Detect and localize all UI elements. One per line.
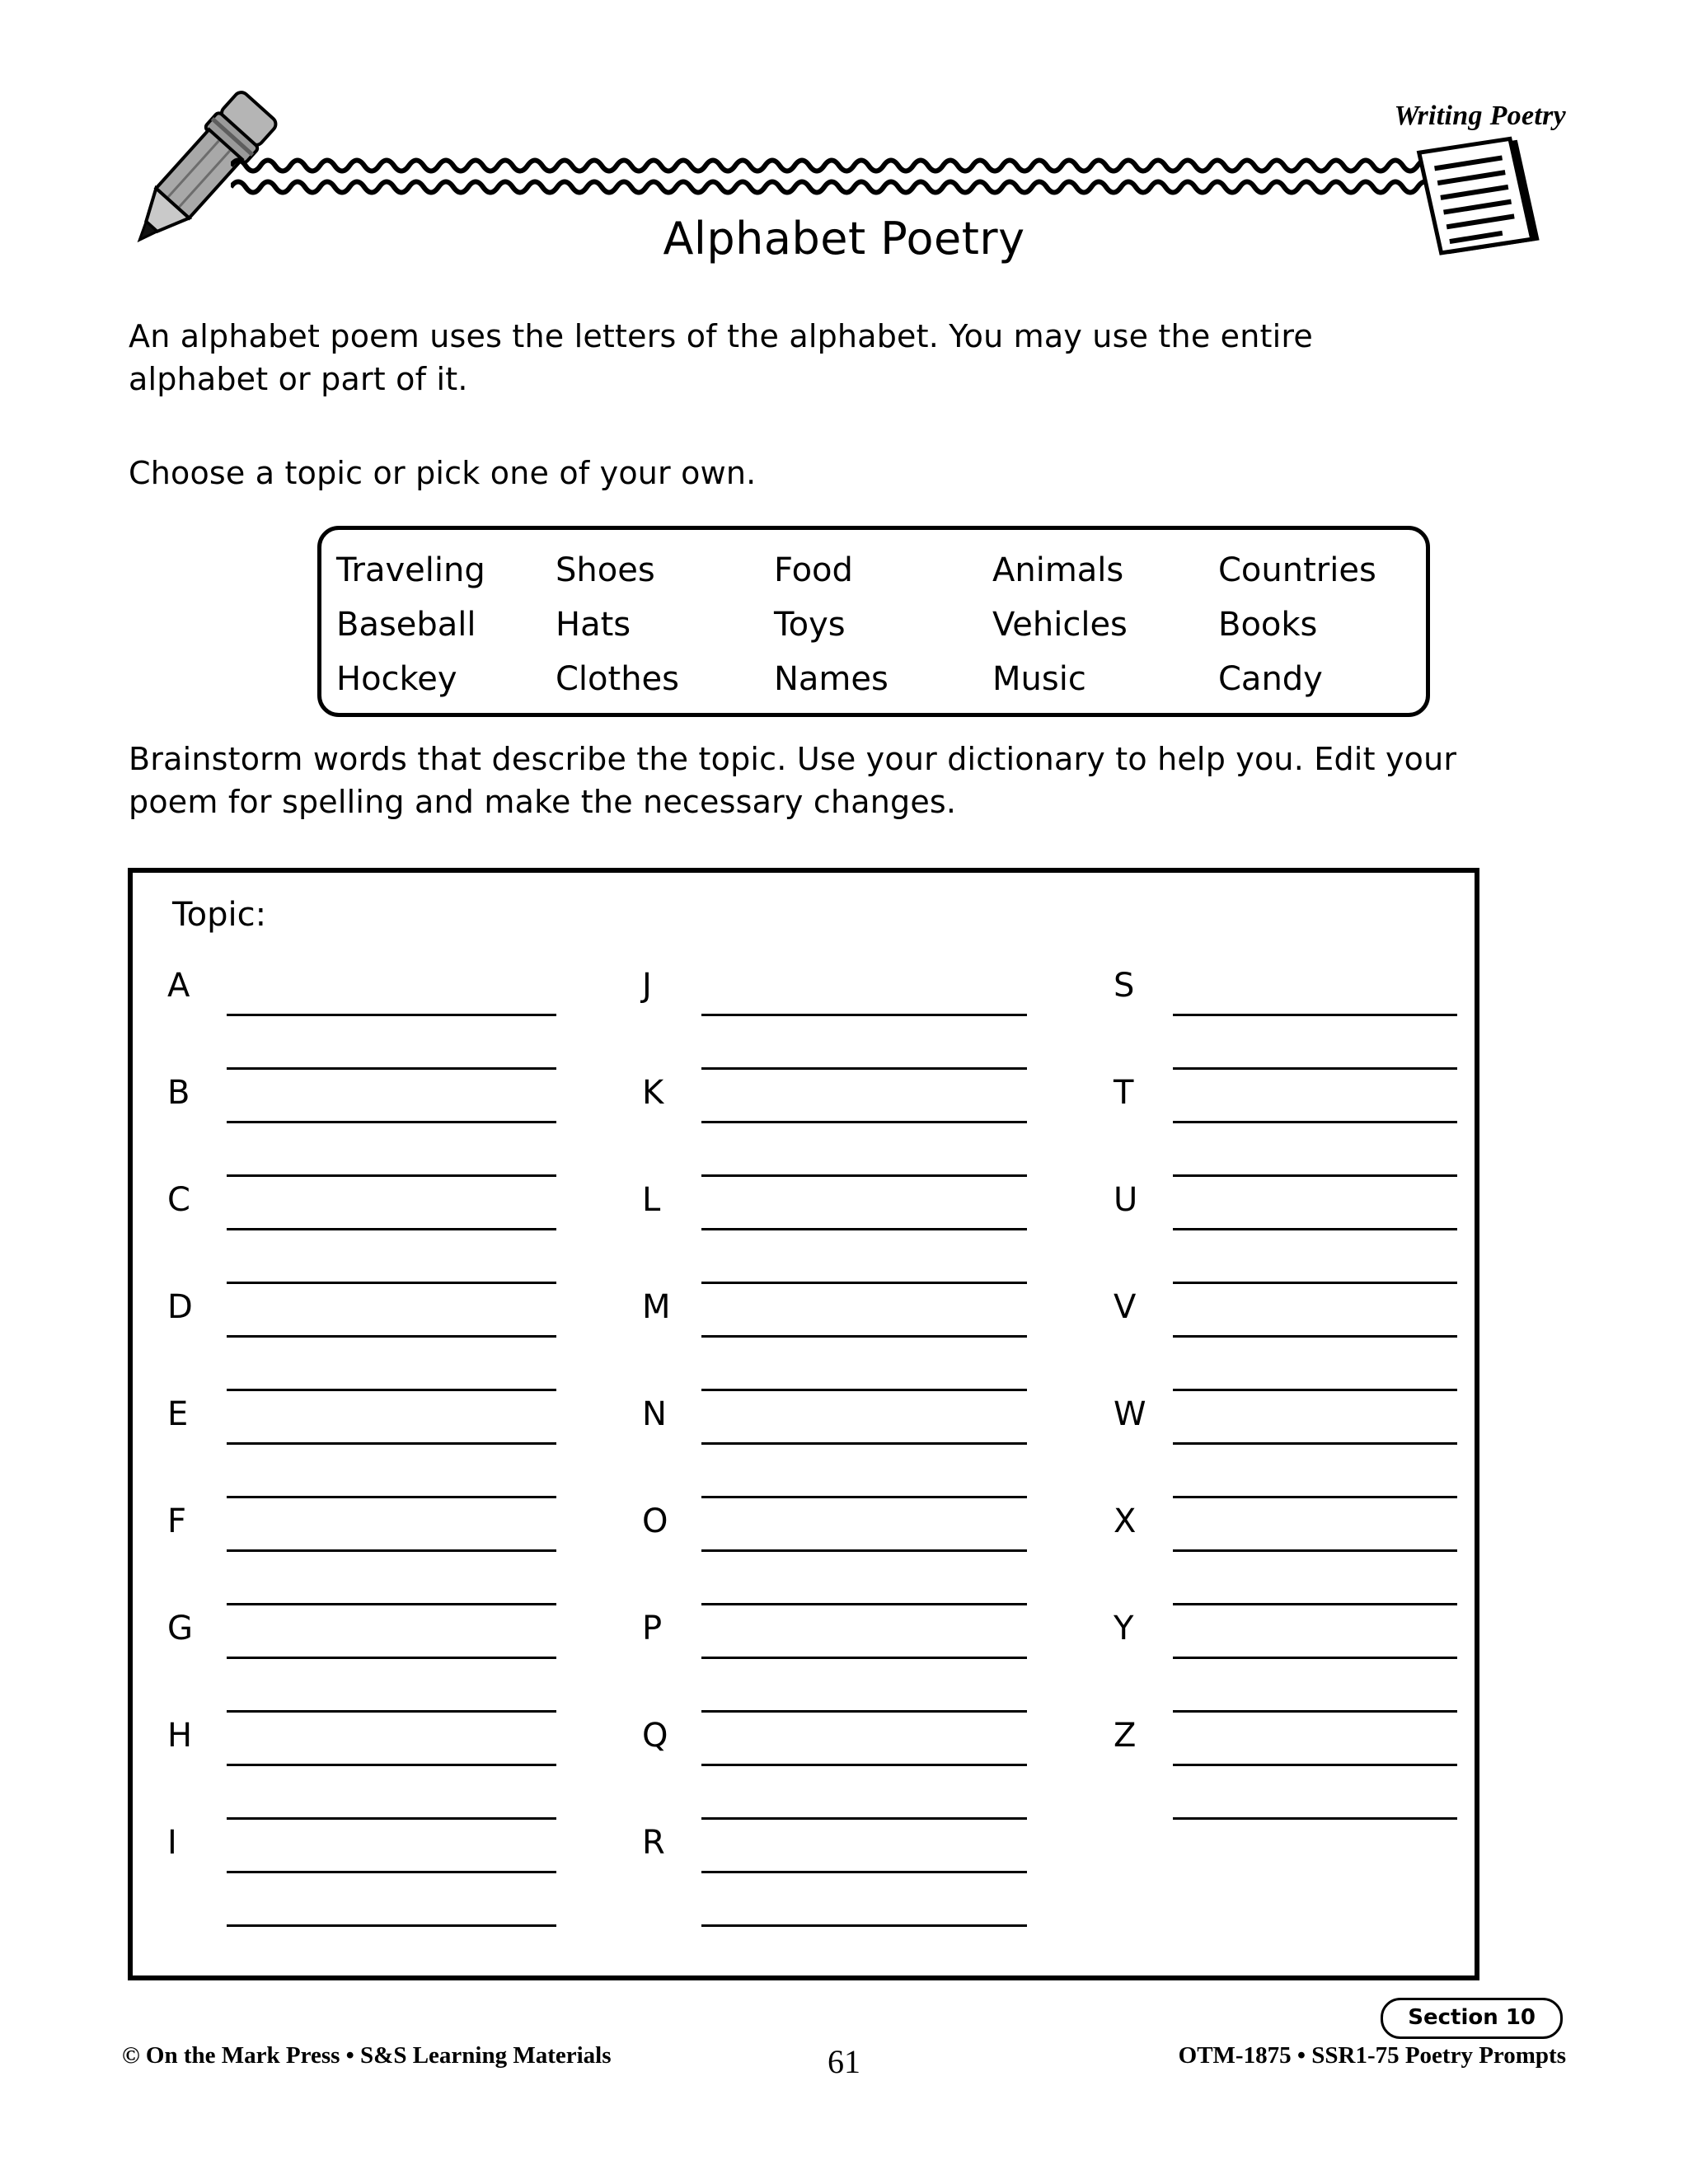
alphabet-entry (1114, 1718, 1542, 1825)
write-on-line[interactable] (701, 1603, 1027, 1605)
write-on-line[interactable] (227, 1764, 556, 1766)
write-on-line[interactable] (1173, 1174, 1457, 1177)
alphabet-column-1 (167, 968, 596, 1932)
section-badge: Section 10 (1381, 1998, 1563, 2039)
alphabet-letter-label: U (1114, 1181, 1138, 1219)
alphabet-column-2 (642, 968, 1071, 1932)
write-on-line[interactable] (701, 1389, 1027, 1391)
write-on-line[interactable] (227, 1710, 556, 1713)
topic-option[interactable]: Countries (1218, 551, 1376, 589)
write-on-line[interactable] (701, 1335, 1027, 1338)
alphabet-letter-label: K (642, 1074, 664, 1112)
write-on-line[interactable] (227, 1924, 556, 1927)
write-on-line[interactable] (701, 1067, 1027, 1070)
alphabet-entry (167, 1396, 596, 1503)
write-on-line[interactable] (227, 1817, 556, 1820)
alphabet-letter-label: C (167, 1181, 190, 1219)
alphabet-letter-label: N (642, 1395, 667, 1433)
topic-option[interactable]: Shoes (556, 551, 655, 589)
alphabet-letter-label: E (167, 1395, 189, 1433)
alphabet-letter-label: F (167, 1502, 187, 1540)
topic-option[interactable]: Clothes (556, 660, 679, 698)
write-on-line[interactable] (1173, 1067, 1457, 1070)
alphabet-entry (1114, 1503, 1542, 1610)
topic-option[interactable]: Baseball (336, 606, 476, 644)
topic-option[interactable]: Traveling (336, 551, 485, 589)
alphabet-letter-label: W (1114, 1395, 1146, 1433)
alphabet-column-3 (1114, 968, 1542, 1825)
write-on-line[interactable] (227, 1121, 556, 1123)
write-on-line[interactable] (701, 1496, 1027, 1498)
topic-option[interactable]: Books (1218, 606, 1318, 644)
alphabet-entry (1114, 1075, 1542, 1182)
write-on-line[interactable] (1173, 1389, 1457, 1391)
alphabet-columns (133, 873, 1475, 1975)
alphabet-letter-label: X (1114, 1502, 1137, 1540)
write-on-line[interactable] (227, 1496, 556, 1498)
alphabet-entry (167, 1182, 596, 1289)
write-on-line[interactable] (701, 1549, 1027, 1552)
write-on-line[interactable] (701, 1174, 1027, 1177)
alphabet-letter-label: I (167, 1824, 177, 1862)
write-on-line[interactable] (227, 1228, 556, 1230)
alphabet-entry (642, 968, 1071, 1075)
write-on-line[interactable] (227, 1871, 556, 1873)
alphabet-entry (167, 1718, 596, 1825)
write-on-line[interactable] (1173, 1335, 1457, 1338)
write-on-line[interactable] (1173, 1764, 1457, 1766)
alphabet-entry (167, 1825, 596, 1932)
alphabet-entry (642, 1825, 1071, 1932)
topic-field-label: Topic: (172, 896, 267, 934)
alphabet-letter-label: S (1114, 967, 1135, 1005)
write-on-line[interactable] (1173, 1496, 1457, 1498)
write-on-line[interactable] (227, 1335, 556, 1338)
topic-option[interactable]: Music (992, 660, 1086, 698)
topic-option[interactable]: Toys (774, 606, 846, 644)
wavy-divider-icon (231, 152, 1426, 202)
write-on-line[interactable] (701, 1282, 1027, 1284)
alphabet-letter-label: T (1114, 1074, 1134, 1112)
choose-topic-paragraph: Choose a topic or pick one of your own. (129, 455, 757, 491)
topic-option[interactable]: Hats (556, 606, 631, 644)
alphabet-entry (642, 1075, 1071, 1182)
write-on-line[interactable] (227, 1174, 556, 1177)
alphabet-entry (642, 1289, 1071, 1396)
alphabet-letter-label: Y (1114, 1610, 1134, 1647)
page-header (0, 0, 1688, 297)
write-on-line[interactable] (701, 1121, 1027, 1123)
alphabet-entry (642, 1182, 1071, 1289)
write-on-line[interactable] (701, 1228, 1027, 1230)
write-on-line[interactable] (701, 1817, 1027, 1820)
alphabet-entry (167, 1610, 596, 1718)
alphabet-entry (1114, 1289, 1542, 1396)
write-on-line[interactable] (701, 1657, 1027, 1659)
alphabet-entry (1114, 968, 1542, 1075)
write-on-line[interactable] (227, 1389, 556, 1391)
alphabet-entry (642, 1718, 1071, 1825)
write-on-line[interactable] (1173, 1603, 1457, 1605)
alphabet-entry (1114, 1182, 1542, 1289)
alphabet-entry (642, 1396, 1071, 1503)
footer-copyright: © On the Mark Press • S&S Learning Materials (122, 2042, 612, 2069)
banner-label: Writing Poetry (1394, 101, 1566, 131)
write-on-line[interactable] (1173, 1710, 1457, 1713)
topic-options-box (317, 526, 1430, 717)
alphabet-entry (642, 1503, 1071, 1610)
page-title: Alphabet Poetry (663, 213, 1025, 265)
alphabet-entry (167, 968, 596, 1075)
topic-option[interactable]: Vehicles (992, 606, 1128, 644)
write-on-line[interactable] (227, 1282, 556, 1284)
write-on-line[interactable] (1173, 1014, 1457, 1016)
write-on-line[interactable] (1173, 1282, 1457, 1284)
write-on-line[interactable] (1173, 1228, 1457, 1230)
alphabet-letter-label: G (167, 1610, 193, 1647)
alphabet-letter-label: A (167, 967, 190, 1005)
alphabet-letter-label: Z (1114, 1717, 1137, 1755)
write-on-line[interactable] (227, 1442, 556, 1445)
brainstorm-paragraph: Brainstorm words that describe the topic. Use your dictionary to help you. Edit your poem for spelling and make the necessary changes. (129, 741, 1457, 821)
write-on-line[interactable] (701, 1871, 1027, 1873)
alphabet-letter-label: D (167, 1288, 193, 1326)
write-on-line[interactable] (227, 1549, 556, 1552)
topic-options-grid (336, 543, 1416, 706)
footer-product-code: OTM-1875 • SSR1-75 Poetry Prompts (1178, 2042, 1566, 2069)
alphabet-letter-label: Q (642, 1717, 668, 1755)
alphabet-letter-label: J (642, 967, 652, 1005)
topic-option[interactable]: Animals (992, 551, 1124, 589)
write-on-line[interactable] (227, 1014, 556, 1016)
alphabet-letter-label: L (642, 1181, 661, 1219)
alphabet-entry (167, 1503, 596, 1610)
alphabet-letter-label: V (1114, 1288, 1137, 1326)
alphabet-letter-label: R (642, 1824, 665, 1862)
footer-page-number: 61 (828, 2043, 860, 2080)
write-on-line[interactable] (701, 1764, 1027, 1766)
write-on-line[interactable] (1173, 1442, 1457, 1445)
topic-option[interactable]: Food (774, 551, 853, 589)
alphabet-entry (167, 1289, 596, 1396)
write-on-line[interactable] (1173, 1817, 1457, 1820)
alphabet-entry (1114, 1396, 1542, 1503)
alphabet-letter-label: O (642, 1502, 668, 1540)
write-on-line[interactable] (1173, 1121, 1457, 1123)
write-on-line[interactable] (1173, 1549, 1457, 1552)
alphabet-entry (642, 1610, 1071, 1718)
write-on-line[interactable] (701, 1014, 1027, 1016)
topic-option[interactable]: Names (774, 660, 889, 698)
write-on-line[interactable] (701, 1442, 1027, 1445)
alphabet-letter-label: H (167, 1717, 193, 1755)
topic-option[interactable]: Hockey (336, 660, 457, 698)
alphabet-letter-label: P (642, 1610, 663, 1647)
alphabet-letter-label: B (167, 1074, 190, 1112)
write-on-line[interactable] (227, 1657, 556, 1659)
write-on-line[interactable] (227, 1603, 556, 1605)
alphabet-letter-label: M (642, 1288, 671, 1326)
intro-paragraph: An alphabet poem uses the letters of the alphabet. You may use the entire alphabet or part of it. (129, 318, 1313, 398)
topic-option[interactable]: Candy (1218, 660, 1323, 698)
write-on-line[interactable] (1173, 1657, 1457, 1659)
write-on-line[interactable] (227, 1067, 556, 1070)
worksheet-box (128, 868, 1479, 1980)
write-on-line[interactable] (701, 1924, 1027, 1927)
write-on-line[interactable] (701, 1710, 1027, 1713)
alphabet-entry (1114, 1610, 1542, 1718)
alphabet-entry (167, 1075, 596, 1182)
